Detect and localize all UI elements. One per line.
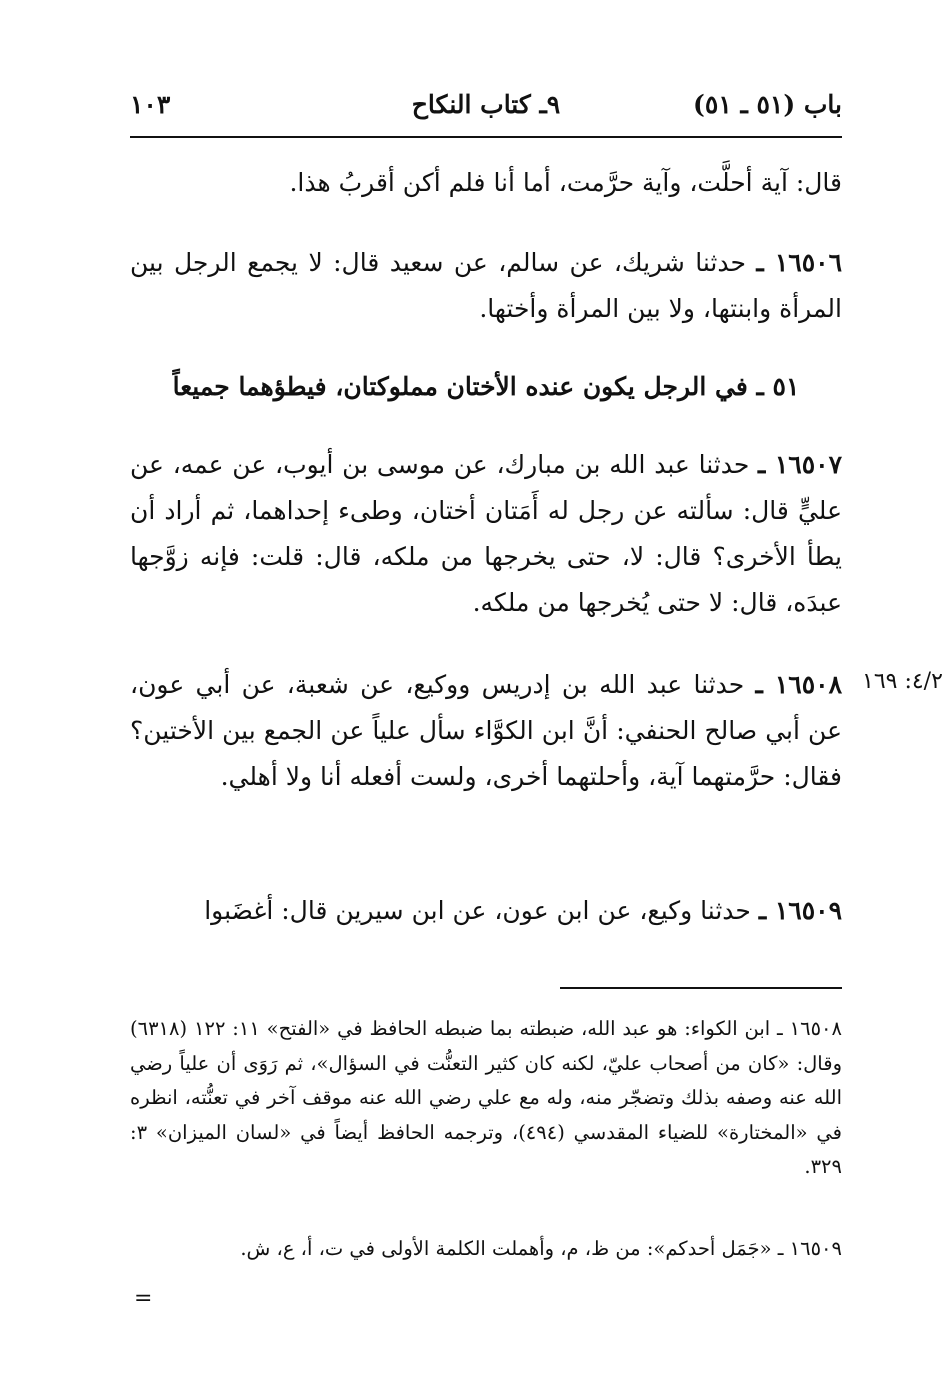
hadith-number: ١٦٥٠٩ ـ	[758, 896, 842, 925]
chapter-title: ٩ـ كتاب النكاح	[411, 89, 561, 119]
paragraph-continuation	[130, 160, 842, 206]
header-rule	[130, 136, 842, 138]
continuation-mark: =	[134, 1286, 153, 1311]
hadith-number: ١٦٥٠٨ ـ	[755, 670, 843, 699]
margin-reference: ٤/٢: ١٦٩	[862, 669, 943, 694]
hadith-number: ١٦٥٠٧ ـ	[758, 450, 843, 479]
hadith-text: حدثنا وكيع، عن ابن عون، عن ابن سيرين قال: أغضَبوا	[204, 896, 759, 925]
page-header	[130, 84, 842, 124]
hadith-16509	[130, 888, 842, 934]
hadith-number: ١٦٥٠٦ ـ	[756, 248, 843, 277]
footnote-rule	[560, 987, 842, 989]
section-range: باب (٥١ ـ ٥١)	[693, 89, 842, 119]
section-heading: ٥١ ـ في الرجل يكون عنده الأختان مملوكتان، فيطؤهما جميعاً	[172, 372, 800, 401]
hadith-16506	[130, 240, 842, 332]
hadith-16507	[130, 442, 842, 626]
paragraph-text: قال: آية أحلَّت، وآية حرَّمت، أما أنا فلم أكن أقربُ هذا.	[289, 168, 842, 197]
footnote-16509: ١٦٥٠٩ ـ «جَمَل أحدكم»: من ظ، م، وأهملت الكلمة الأولى في ت، أ، ع، ش.	[240, 1237, 842, 1260]
page-number: ١٠٣	[130, 89, 171, 119]
hadith-text: حدثنا عبد الله بن مبارك، عن موسى بن أيوب، عن عمه، عن عليٍّ قال: سألته عن رجل له أَمَتان أختان، وطىء إحداهما، ثم أراد أن يطأ الأخرى؟ قال: لا، حتى يخرجها من ملكه، قال: قلت: فإنه زوَّجها عبدَه، قال: لا حتى يُخرجها من ملكه.	[130, 450, 842, 617]
hadith-text: حدثنا عبد الله بن إدريس ووكيع، عن شعبة، عن أبي عون، عن أبي صالح الحنفي: أنَّ ابن الكوَّاء سأل علياً عن الجمع بين الأختين؟ فقال: حرَّمتهما آية، وأحلتهما أخرى، ولست أفعله أنا ولا أهلي.	[130, 670, 842, 791]
hadith-text: حدثنا شريك، عن سالم، عن سعيد قال: لا يجمع الرجل بين المرأة وابنتها، ولا بين المرأة وأختها.	[130, 248, 842, 323]
hadith-16508	[130, 662, 842, 800]
footnote-16508: ١٦٥٠٨ ـ ابن الكواء: هو عبد الله، ضبطته بما ضبطه الحافظ في «الفتح» ١١: ١٢٢ (٦٣١٨) وقال: «كان من أصحاب عليّ، لكنه كان كثير التعنُّت في السؤال»، ثم رَوَى أن علياً رضي الله عنه وصفه بذلك وتضجّر منه، وله مع علي رضي الله عنه موقف آخر في تعنُّته، انظره في «المختارة» للضياء المقدسي (٤٩٤)، وترجمه الحافظ أيضاً في «لسان الميزان» ٣: ٣٢٩.	[130, 1017, 842, 1178]
